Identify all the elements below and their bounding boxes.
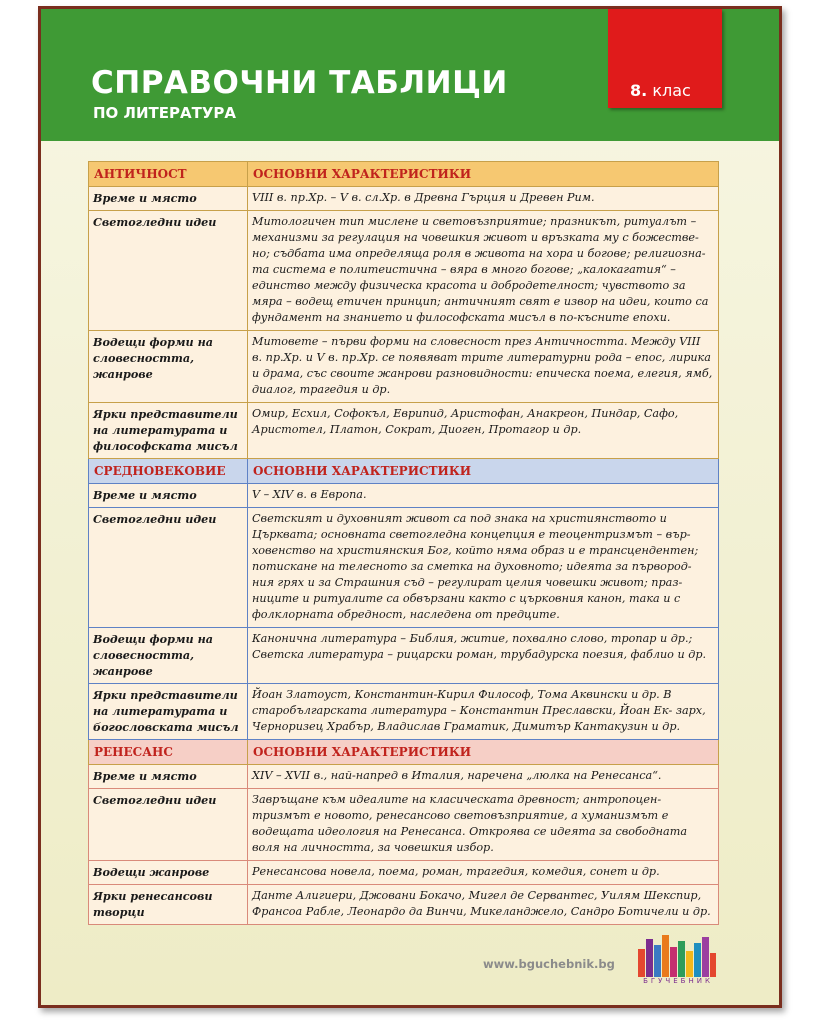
row-value: Омир, Есхил, Софокъл, Еврипид, Аристофан, Анакреон, Пиндар, Сафо, Аристотел, Платон, Сократ, Диоген, Протагор и др. xyxy=(248,403,719,459)
table-row xyxy=(89,789,719,861)
section-heading: ОСНОВНИ ХАРАКТЕРИСТИКИ xyxy=(248,162,719,187)
row-label: Светогледни идеи xyxy=(89,508,248,628)
section-header-renaissance xyxy=(89,740,719,765)
table-row xyxy=(89,861,719,885)
section-header-middle-ages xyxy=(89,459,719,484)
row-label: Ярки ренесансови творци xyxy=(89,885,248,925)
row-value: Йоан Златоуст, Константин-Кирил Философ, Тома Аквински и др. В старобългарската литература – Константин Преславски, Йоан Ек- зарх, Черноризец Храбър, Владислав Граматик, Димитър Кантакузин и др. xyxy=(248,684,719,740)
row-value: V – XIV в. в Европа. xyxy=(248,484,719,508)
header-banner xyxy=(41,9,779,141)
row-label: Водещи жанрове xyxy=(89,861,248,885)
section-heading: ОСНОВНИ ХАРАКТЕРИСТИКИ xyxy=(248,740,719,765)
row-value: Митологичен тип мислене и световъзприятие; празникът, ритуалът – механизми за регулация на човешкия живот и връзката му с божестве- но; съдбата има определяща роля в живота на хора и богове; религиозна- та система е политеистична – вяра в много богове; „калокагатия“ – единство между физическа красота и добродетелност; чувството за мяра – водещ етичен принцип; античният свят е извор на идеи, които са фундамент на знанието и философската мисъл в по-късните епохи. xyxy=(248,211,719,331)
table-row xyxy=(89,211,719,331)
row-label: Светогледни идеи xyxy=(89,789,248,861)
row-value: VIII в. пр.Хр. – V в. сл.Хр. в Древна Гърция и Древен Рим. xyxy=(248,187,719,211)
table-row xyxy=(89,331,719,403)
row-label: Водещи форми на словесността, жанрове xyxy=(89,628,248,684)
table-row xyxy=(89,508,719,628)
row-value: Митовете – първи форми на словесност през Античността. Между VIII в. пр.Хр. и V в. пр.Хр. се появяват трите литературни рода – епос, лирика и драма, със своите жанрови разновидности: епическа поема, елегия, ямб, диалог, трагедия и др. xyxy=(248,331,719,403)
row-value: Завръщане към идеалите на класическата древност; антропоцен- тризмът е новото, ренесансово световъзприятие, а хуманизмът е водещата идеология на Ренесанса. Откроява се идеята за свободната воля на личността, за човешкия избор. xyxy=(248,789,719,861)
table-row xyxy=(89,885,719,925)
section-heading: ОСНОВНИ ХАРАКТЕРИСТИКИ xyxy=(248,459,719,484)
publisher-logo-icon xyxy=(636,933,718,983)
row-label: Време и място xyxy=(89,765,248,789)
row-label: Ярки представители на литературата и философската мисъл xyxy=(89,403,248,459)
page-subtitle: ПО ЛИТЕРАТУРА xyxy=(93,104,237,122)
table-row xyxy=(89,187,719,211)
row-label: Светогледни идеи xyxy=(89,211,248,331)
row-label: Време и място xyxy=(89,187,248,211)
publisher-logo-text: БГУЧЕБНИК xyxy=(643,977,713,985)
section-name: РЕНЕСАНС xyxy=(89,740,248,765)
row-label: Водещи форми на словесността, жанрове xyxy=(89,331,248,403)
row-value: Канонична литература – Библия, житие, похвално слово, тропар и др.; Светска литература – рицарски роман, трубадурска поезия, фаблио и др. xyxy=(248,628,719,684)
table-row xyxy=(89,628,719,684)
row-value: Ренесансова новела, поема, роман, трагедия, комедия, сонет и др. xyxy=(248,861,719,885)
section-name: СРЕДНОВЕКОВИЕ xyxy=(89,459,248,484)
row-value: XIV – XVII в., най-напред в Италия, наречена „люлка на Ренесанса“. xyxy=(248,765,719,789)
table-row xyxy=(89,684,719,740)
reference-table xyxy=(88,161,719,925)
table-row xyxy=(89,765,719,789)
grade-number: 8. xyxy=(630,81,648,100)
row-label: Време и място xyxy=(89,484,248,508)
table-row xyxy=(89,484,719,508)
row-label: Ярки представители на литературата и богословската мисъл xyxy=(89,684,248,740)
section-header-antiquity xyxy=(89,162,719,187)
section-name: АНТИЧНОСТ xyxy=(89,162,248,187)
page-title: СПРАВОЧНИ ТАБЛИЦИ xyxy=(91,65,508,101)
row-value: Светският и духовният живот са под знака на християнството и Църквата; основната светогледна концепция е теоцентризмът – вър- ховенство на християнския Бог, който няма образ и е трансцендентен; потискане на телесното за сметка на духовното; идеята за първород- ния грях и за Страшния съд – регулират целия човешки живот; праз- ниците и ритуалите са обвързани както с църковния канон, така и с фолклорната обредност, наследена от предците. xyxy=(248,508,719,628)
publisher-url[interactable]: www.bguchebnik.bg xyxy=(483,957,615,971)
grade-word: клас xyxy=(652,81,691,100)
table-row xyxy=(89,403,719,459)
grade-badge xyxy=(608,9,722,108)
reference-sheet xyxy=(38,6,782,1008)
row-value: Данте Алигиери, Джовани Бокачо, Мигел де Сервантес, Уилям Шекспир, Франсоа Рабле, Леонардо да Винчи, Микеланджело, Сандро Ботичели и др. xyxy=(248,885,719,925)
